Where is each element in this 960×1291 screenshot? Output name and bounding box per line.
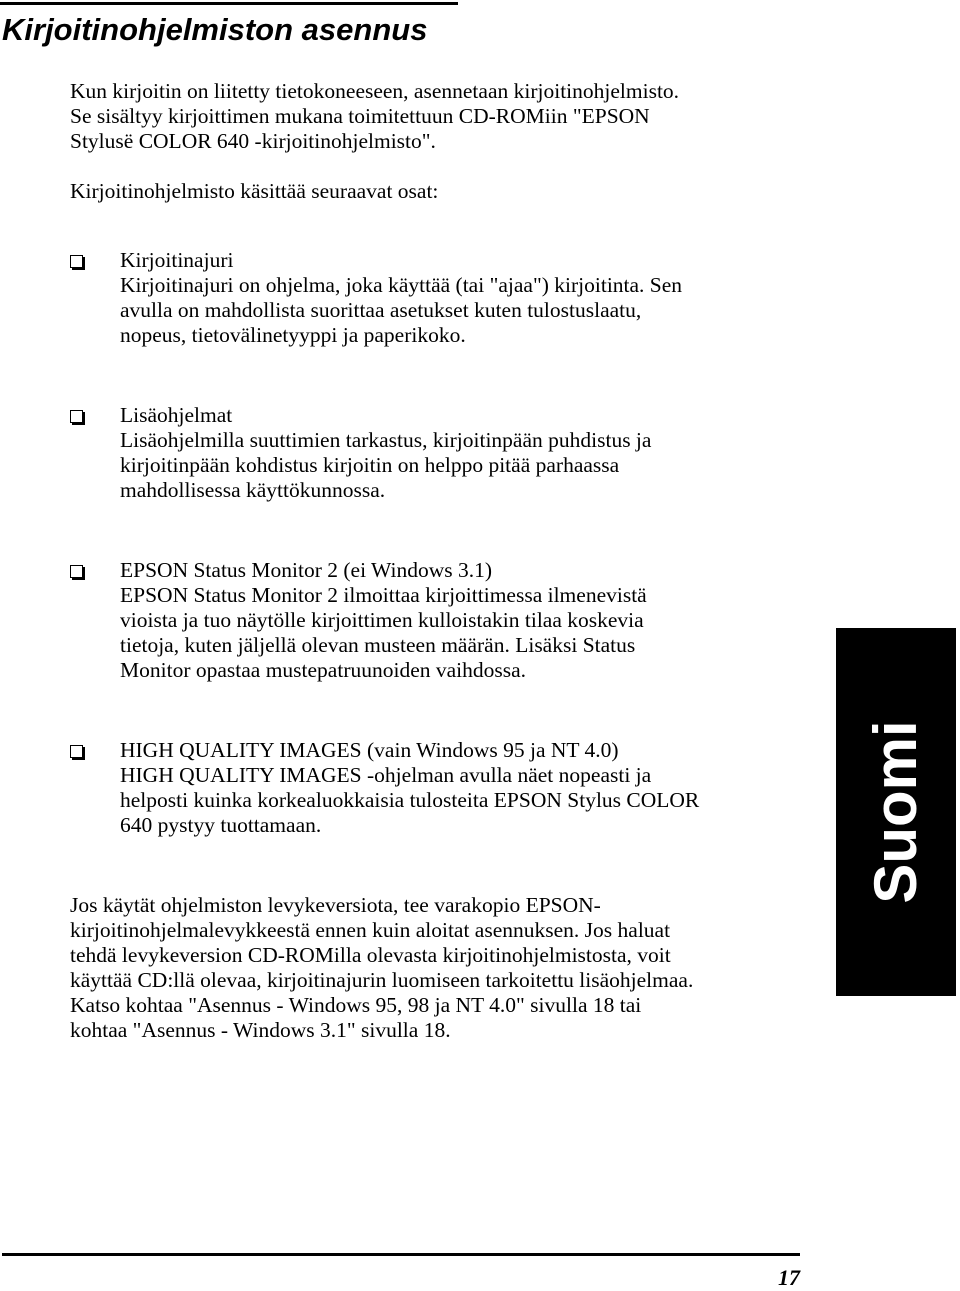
closing-paragraph [70, 893, 810, 1043]
component-item [70, 248, 810, 348]
component-list [70, 248, 810, 838]
component-line: Kirjoitinajuri on ohjelma, joka käyttää (tai "ajaa") kirjoitinta. Sen [120, 273, 683, 297]
component-title: Lisäohjelmat [120, 403, 233, 427]
component-line: HIGH QUALITY IMAGES -ohjelman avulla näet nopeasti ja [120, 763, 652, 787]
component-line: 640 pystyy tuottamaan. [120, 813, 322, 837]
component-line: mahdollisessa käyttökunnossa. [120, 478, 386, 502]
component-line: helposti kuinka korkealuokkaisia tulosteita EPSON Stylus COLOR [120, 788, 700, 812]
checkbox-bullet-icon [70, 255, 83, 268]
component-title: HIGH QUALITY IMAGES (vain Windows 95 ja NT 4.0) [120, 738, 619, 762]
checkbox-bullet-icon [70, 565, 83, 578]
component-line: avulla on mahdollista suorittaa asetukset kuten tulostuslaatu, [120, 298, 642, 322]
closing-line: Jos käytät ohjelmiston levykeversiota, tee varakopio EPSON- [70, 893, 601, 917]
component-line: nopeus, tietovälinetyyppi ja paperikoko. [120, 323, 466, 347]
footer-rule [2, 1253, 800, 1256]
component-line: EPSON Status Monitor 2 ilmoittaa kirjoittimessa ilmenevistä [120, 583, 647, 607]
checkbox-bullet-icon [70, 745, 83, 758]
component-line: kirjoitinpään kohdistus kirjoitin on helppo pitää parhaassa [120, 453, 620, 477]
component-line: Monitor opastaa mustepatruunoiden vaihdossa. [120, 658, 527, 682]
component-line: vioista ja tuo näytölle kirjoittimen kulloistakin tilaa koskevia [120, 608, 644, 632]
header-rule [0, 2, 458, 5]
checkbox-bullet-icon [70, 410, 83, 423]
closing-line: kirjoitinohjelmalevykkeestä ennen kuin aloitat asennuksen. Jos haluat [70, 918, 671, 942]
language-side-tab [836, 628, 956, 996]
page-title: Kirjoitinohjelmiston asennus [2, 12, 428, 47]
component-item [70, 558, 810, 683]
intro-line: Stylusë COLOR 640 -kirjoitinohjelmisto". [70, 129, 436, 153]
component-line: tietoja, kuten jäljellä olevan musteen määrän. Lisäksi Status [120, 633, 636, 657]
closing-line: tehdä levykeversion CD-ROMilla olevasta kirjoitinohjelmistosta, voit [70, 943, 671, 967]
component-title: Kirjoitinajuri [120, 248, 234, 272]
closing-line: käyttää CD:llä olevaa, kirjoitinajurin luomiseen tarkoitettu lisäohjelmaa. [70, 968, 694, 992]
component-item [70, 403, 810, 503]
component-item [70, 738, 810, 838]
intro-paragraph [70, 79, 810, 154]
closing-line: Katso kohtaa "Asennus - Windows 95, 98 ja NT 4.0" sivulla 18 tai [70, 993, 642, 1017]
component-title: EPSON Status Monitor 2 (ei Windows 3.1) [120, 558, 493, 582]
main-content [70, 79, 810, 1043]
side-tab-label: Suomi [862, 720, 929, 904]
intro-line: Se sisältyy kirjoittimen mukana toimitettuun CD-ROMiin "EPSON [70, 104, 650, 128]
component-line: Lisäohjelmilla suuttimien tarkastus, kirjoitinpään puhdistus ja [120, 428, 652, 452]
intro-line: Kun kirjoitin on liitetty tietokoneeseen, asennetaan kirjoitinohjelmisto. [70, 79, 680, 103]
intro-lead-in: Kirjoitinohjelmisto käsittää seuraavat osat: [70, 179, 439, 203]
closing-line: kohtaa "Asennus - Windows 3.1" sivulla 18. [70, 1018, 451, 1042]
page-number: 17 [778, 1265, 800, 1290]
